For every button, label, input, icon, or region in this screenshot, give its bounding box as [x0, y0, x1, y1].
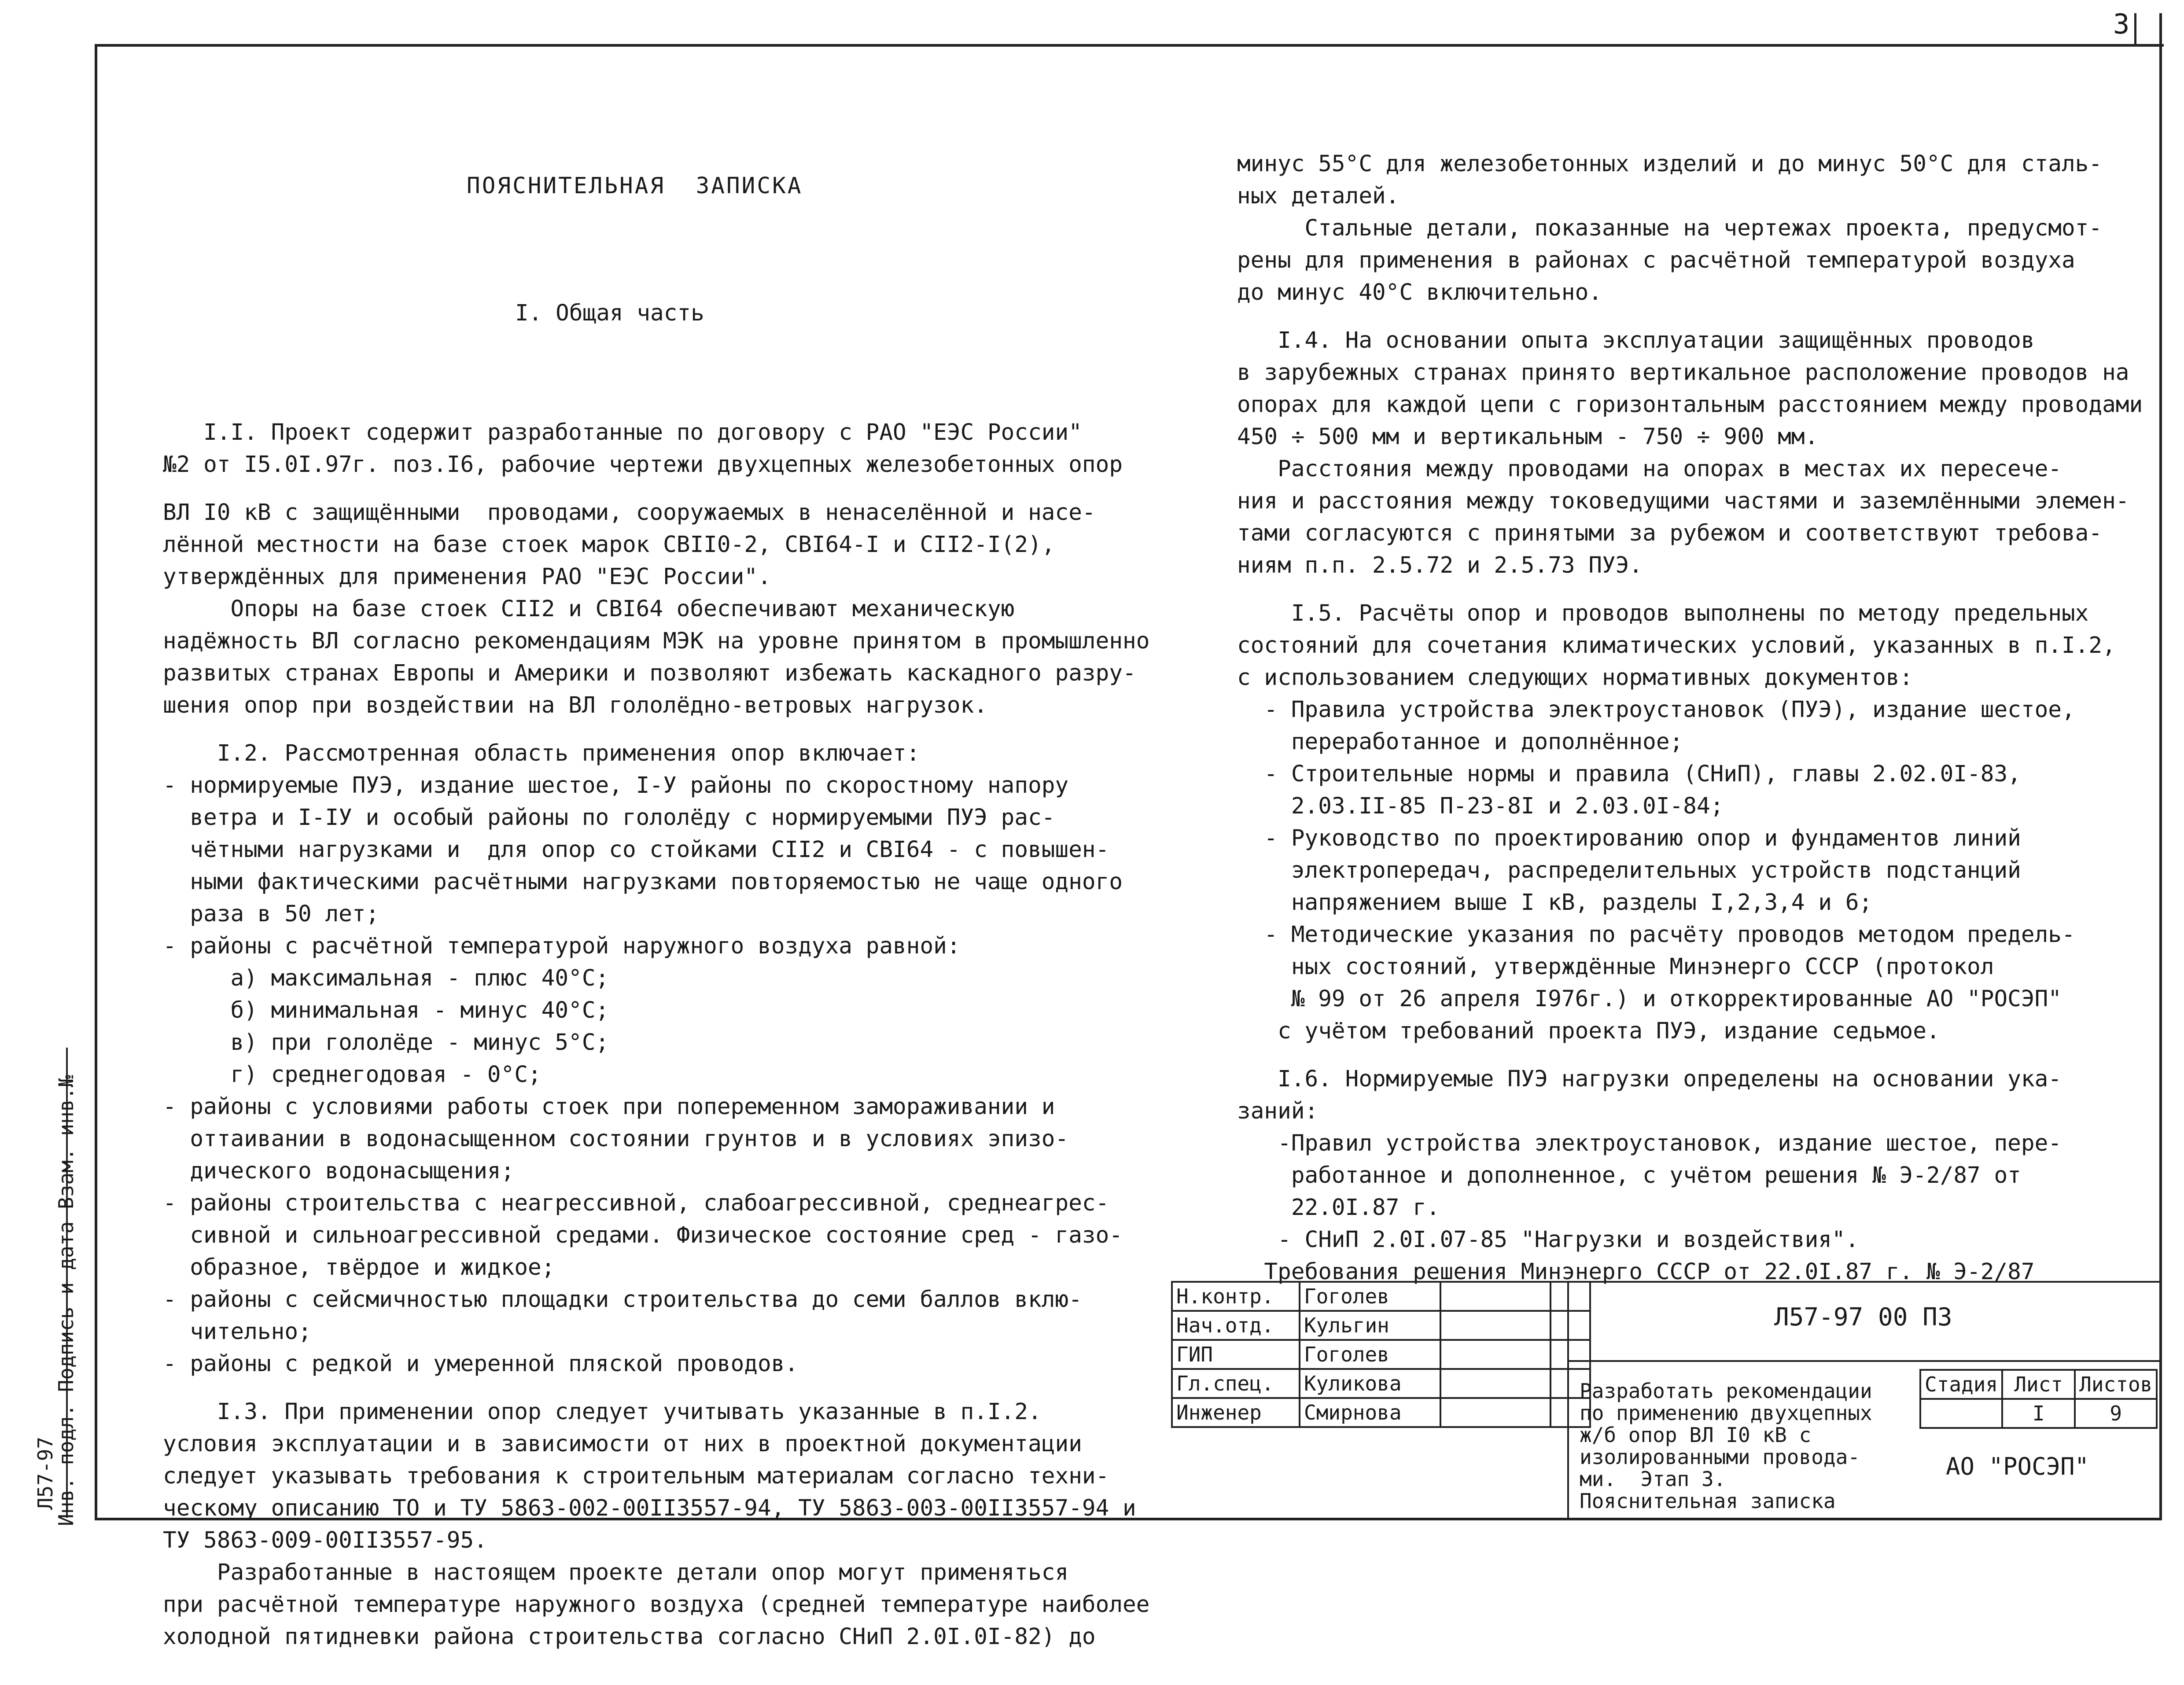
text-line: ных деталей.	[1237, 183, 1400, 209]
text-line: 2.03.II-85 П-23-8I и 2.03.0I-84;	[1237, 793, 1724, 819]
text-line: № 99 от 26 апреля I976г.) и откорректированные АО "РОСЭП"	[1237, 986, 2062, 1012]
text-line	[1237, 1047, 2143, 1063]
side-approval-strip	[33, 1048, 95, 1526]
signature-sign	[1440, 1398, 1551, 1427]
text-line: I.4. На основании опыта эксплуатации защищённых проводов	[1237, 327, 2035, 353]
text-line: с использованием следующих нормативных документов:	[1237, 665, 1913, 691]
text-line: до минус 40°С включительно.	[1237, 280, 1602, 305]
left-text-column	[163, 106, 1149, 1685]
signature-role: Гл.спец.	[1172, 1369, 1300, 1398]
text-line: - Правила устройства электроустановок (ПУЭ), издание шестое,	[1237, 697, 2075, 723]
side-strip-label: Инв. подл. Подпись и дата Взам. инв.№	[54, 1075, 78, 1526]
text-line: напряжением выше I кВ, разделы I,2,3,4 и 6;	[1237, 890, 1873, 916]
text-line: опорах для каждой цепи с горизонтальным расстоянием между проводами	[1237, 392, 2143, 418]
text-line: №2 от I5.0I.97г. поз.I6, рабочие чертежи двухцепных железобетонных опор	[163, 452, 1123, 478]
page-number: 3	[2113, 8, 2130, 40]
signature-row	[1172, 1369, 1590, 1398]
text-line: состояний для сочетания климатических условий, указанных в п.I.2,	[1237, 633, 2116, 659]
text-line: ными фактическими расчётными нагрузками повторяемостью не чаще одного	[163, 869, 1123, 895]
text-line: - районы с редкой и умеренной пляской проводов.	[163, 1351, 799, 1377]
text-line: - районы с расчётной температурой наружного воздуха равной:	[163, 933, 961, 959]
text-line	[163, 481, 1149, 497]
text-line: ческому описанию ТО и ТУ 5863-002-00II3557-94, ТУ 5863-003-00II3557-94 и	[163, 1495, 1136, 1521]
text-line: тами согласуются с принятыми за рубежом и соответствуют требова-	[1237, 520, 2103, 546]
text-line: Разработанные в настоящем проекте детали опор могут применяться	[163, 1560, 1069, 1586]
organization-name: АО "РОСЭП"	[1946, 1453, 2089, 1480]
signature-role: Инженер	[1172, 1398, 1300, 1427]
text-line: 450 ÷ 500 мм и вертикальным - 750 ÷ 900 мм.	[1237, 424, 1819, 450]
text-line: работанное и дополненное, с учётом решения № Э-2/87 от	[1237, 1163, 2021, 1188]
stage-label: Стадия	[1920, 1370, 2002, 1399]
signature-name: Гоголев	[1300, 1340, 1440, 1369]
text-line: I.5. Расчёты опор и проводов выполнены по методу предельных	[1237, 600, 2089, 626]
signature-name: Кульгин	[1300, 1311, 1440, 1340]
document-description: Разработать рекомендации по применению двухцепных ж/б опор ВЛ I0 кВ с изолированными провода- ми. Этап 3. Пояснительная записка	[1580, 1379, 1872, 1513]
text-line: рены для применения в районах с расчётной температурой воздуха	[1237, 247, 2075, 273]
sheet-label: Лист	[2002, 1370, 2075, 1399]
text-line: -Правил устройства электроустановок, издание шестое, пере-	[1237, 1130, 2062, 1156]
text-line: - районы с условиями работы стоек при попеременном замораживании и	[163, 1094, 1055, 1120]
text-line: развитых странах Европы и Америки и позволяют избежать каскадного разру-	[163, 660, 1136, 686]
signature-sign	[1440, 1369, 1551, 1398]
section-heading: I. Общая часть	[515, 300, 704, 326]
frame-top-border	[95, 44, 2164, 47]
sheet-info-table	[1919, 1369, 2158, 1429]
text-line: ниям п.п. 2.5.72 и 2.5.73 ПУЭ.	[1237, 552, 1643, 578]
text-line: оттаивании в водонасыщенном состоянии грунтов и в условиях эпизо-	[163, 1126, 1069, 1152]
text-line: сивной и сильноагрессивной средами. Физическое состояние сред - газо-	[163, 1222, 1123, 1248]
text-line: 22.0I.87 г.	[1237, 1195, 1440, 1221]
text-line: г) среднегодовая - 0°С;	[163, 1062, 541, 1088]
text-line: Расстояния между проводами на опорах в местах их пересече-	[1237, 456, 2062, 482]
right-text-column	[1237, 84, 2143, 1320]
text-line: ния и расстояния между токоведущими частями и заземлёнными элемен-	[1237, 488, 2129, 514]
text-line: I.3. При применении опор следует учитывать указанные в п.I.2.	[163, 1399, 1042, 1425]
text-line: Требования решения Минэнерго СССР от 22.0I.87 г. № Э-2/87	[1237, 1259, 2035, 1285]
text-line: минус 55°С для железобетонных изделий и до минус 50°С для сталь-	[1237, 151, 2103, 177]
text-line: раза в 50 лет;	[163, 901, 379, 927]
text-line	[163, 1380, 1149, 1396]
text-line: I.I. Проект содержит разработанные по договору с РАО "ЕЭС России"	[163, 419, 1082, 445]
text-line: переработанное и дополнённое;	[1237, 729, 1683, 755]
text-line: а) максимальная - плюс 40°С;	[163, 965, 609, 991]
text-line	[163, 721, 1149, 737]
signature-row	[1172, 1398, 1590, 1427]
title-block-stamp	[1171, 1281, 2159, 1519]
text-line: чительно;	[163, 1319, 312, 1345]
text-line: дического водонасыщения;	[163, 1158, 515, 1184]
text-line	[1237, 581, 2143, 597]
text-line: в) при гололёде - минус 5°С;	[163, 1030, 609, 1056]
text-line: ветра и I-IУ и особый районы по гололёду с нормируемыми ПУЭ рас-	[163, 805, 1055, 831]
text-line: Опоры на базе стоек СII2 и СВI64 обеспечивают механическую	[163, 596, 1015, 622]
left-paragraphs	[163, 416, 1149, 1653]
document-code: Л57-97 00 ПЗ	[1774, 1303, 1952, 1332]
signature-role: ГИП	[1172, 1340, 1300, 1369]
page-number-divider	[2134, 13, 2136, 44]
frame-left-border	[95, 44, 97, 1519]
text-line: - районы с сейсмичностью площадки строительства до семи баллов вклю-	[163, 1287, 1082, 1313]
text-line: в зарубежных странах принято вертикальное расположение проводов на	[1237, 360, 2129, 386]
text-line: - СНиП 2.0I.07-85 "Нагрузки и воздействия".	[1237, 1227, 1859, 1253]
text-line: следует указывать требования к строительным материалам согласно техни-	[163, 1463, 1109, 1489]
signature-date	[1551, 1282, 1590, 1311]
text-line: лённой местности на базе стоек марок СВII0-2, СВI64-I и СII2-I(2),	[163, 532, 1055, 558]
frame-right-border	[2159, 13, 2162, 1519]
text-line: Стальные детали, показанные на чертежах проекта, предусмот-	[1237, 215, 2103, 241]
signature-sign	[1440, 1311, 1551, 1340]
text-line: - нормируемые ПУЭ, издание шестое, I-У районы по скоростному напору	[163, 773, 1069, 798]
signature-row	[1172, 1282, 1590, 1311]
text-line: заний:	[1237, 1098, 1319, 1124]
text-line: надёжность ВЛ согласно рекомендациям МЭК на уровне принятом в промышленно	[163, 628, 1150, 654]
document-title: ПОЯСНИТЕЛЬНАЯ ЗАПИСКА	[467, 173, 803, 199]
text-line: I.2. Рассмотренная область применения опор включает:	[163, 740, 920, 766]
text-line: электропередач, распределительных устройств подстанций	[1237, 857, 2021, 883]
text-line: условия эксплуатации и в зависимости от них в проектной документации	[163, 1431, 1082, 1457]
signature-row	[1172, 1311, 1590, 1340]
text-line	[1237, 309, 2143, 324]
text-line: - районы строительства с неагрессивной, слабоагрессивной, среднеагрес-	[163, 1190, 1109, 1216]
signature-name: Гоголев	[1300, 1282, 1440, 1311]
signature-name: Смирнова	[1300, 1398, 1440, 1427]
sheets-value: 9	[2075, 1399, 2157, 1428]
signature-date	[1551, 1311, 1590, 1340]
text-line: чётными нагрузками и для опор со стойками СII2 и СВI64 - с повышен-	[163, 837, 1109, 863]
text-line: при расчётной температуре наружного воздуха (средней температуре наиболее	[163, 1592, 1150, 1618]
text-line: с учётом требований проекта ПУЭ, издание седьмое.	[1237, 1018, 1940, 1044]
text-line: - Строительные нормы и правила (СНиП), главы 2.02.0I-83,	[1237, 761, 2021, 787]
text-line: I.6. Нормируемые ПУЭ нагрузки определены на основании ука-	[1237, 1066, 2062, 1092]
text-line: б) минимальная - минус 40°С;	[163, 997, 609, 1023]
text-line: утверждённых для применения РАО "ЕЭС России".	[163, 564, 771, 590]
signatures-table	[1171, 1281, 1591, 1428]
signature-name: Куликова	[1300, 1369, 1440, 1398]
text-line: - Руководство по проектированию опор и фундаментов линий	[1237, 825, 2021, 851]
text-line: холодной пятидневки района строительства согласно СНиП 2.0I.0I-82) до	[163, 1624, 1096, 1650]
text-line: шения опор при воздействии на ВЛ гололёдно-ветровых нагрузок.	[163, 692, 987, 718]
right-paragraphs	[1237, 148, 2143, 1288]
text-line: образное, твёрдое и жидкое;	[163, 1255, 555, 1280]
sheet-value: I	[2002, 1399, 2075, 1428]
text-line: ных состояний, утверждённые Минэнерго СССР (протокол	[1237, 954, 1994, 980]
signature-sign	[1440, 1282, 1551, 1311]
sheets-label: Листов	[2075, 1370, 2157, 1399]
text-line: ТУ 5863-009-00II3557-95.	[163, 1527, 487, 1553]
signature-row	[1172, 1340, 1590, 1369]
signature-sign	[1440, 1340, 1551, 1369]
stage-value	[1920, 1399, 2002, 1428]
signature-date	[1551, 1340, 1590, 1369]
signature-role: Нач.отд.	[1172, 1311, 1300, 1340]
signature-role: Н.контр.	[1172, 1282, 1300, 1311]
text-line: ВЛ I0 кВ с защищёнными проводами, сооружаемых в ненаселённой и насе-	[163, 500, 1096, 526]
text-line: - Методические указания по расчёту проводов методом предель-	[1237, 922, 2075, 948]
side-strip-code: Л57-97	[33, 1436, 58, 1510]
